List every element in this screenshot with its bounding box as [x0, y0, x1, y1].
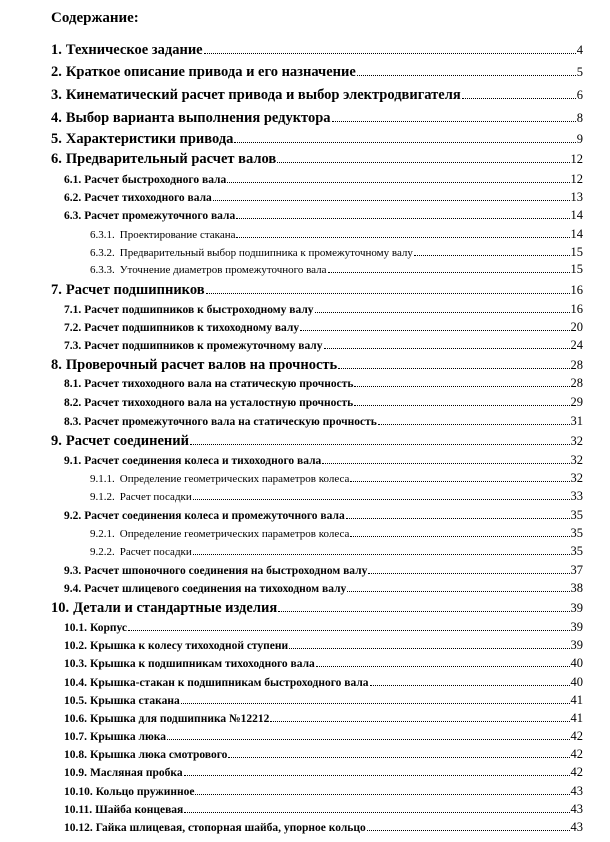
toc-entry-number: 7.3. — [64, 340, 82, 352]
toc-entry[interactable] — [64, 729, 583, 746]
toc-entry-label: Предварительный расчет валов — [65, 151, 277, 167]
toc-entry-label: Предварительный выбор подшипника к промежуточному валу — [119, 247, 413, 259]
toc-entry-label: Краткое описание привода и его назначение — [65, 64, 356, 80]
toc-entry[interactable] — [64, 620, 583, 637]
toc-entry-page: 5 — [576, 65, 583, 79]
toc-entry-page: 14 — [570, 227, 583, 241]
toc-entry[interactable] — [90, 245, 583, 262]
toc-entry-number: 10.11. — [64, 804, 93, 816]
toc-entry[interactable] — [64, 395, 583, 412]
toc-entry[interactable] — [90, 489, 583, 506]
toc-entry[interactable] — [64, 453, 583, 470]
toc-title: Содержание: — [51, 10, 139, 26]
toc-entry-page: 6 — [576, 88, 583, 102]
dot-leader — [324, 348, 570, 349]
toc-entry-page: 42 — [570, 747, 583, 761]
dot-leader — [236, 237, 569, 238]
dot-leader — [414, 255, 570, 256]
toc-entry-number: 6.1. — [64, 174, 82, 186]
toc-entry-label: Гайка шлицевая, стопорная шайба, упорное кольцо — [95, 822, 366, 834]
toc-entry-number: 4. — [51, 110, 62, 126]
toc-entry-number: 10.1. — [64, 622, 87, 634]
dot-leader — [278, 611, 569, 612]
toc-entry-page: 40 — [570, 675, 583, 689]
dot-leader — [190, 444, 570, 445]
toc-entry-label: Определение геометрических параметров колеса — [119, 473, 350, 485]
dot-leader — [167, 739, 570, 740]
toc-entry-label: Крышка люка — [90, 731, 166, 743]
toc-entry-number: 9.2.1. — [90, 528, 115, 540]
toc-entry-number: 2. — [51, 64, 62, 80]
toc-entry-label: Проверочный расчет валов на прочность — [65, 357, 338, 373]
toc-entry-number: 7.1. — [64, 304, 82, 316]
toc-entry-label: Корпус — [90, 622, 128, 634]
toc-entry-label: Расчет подшипников к быстроходному валу — [84, 304, 314, 316]
toc-entry-page: 33 — [570, 489, 583, 503]
toc-entry-number: 9.1. — [64, 455, 82, 467]
dot-leader — [181, 703, 570, 704]
toc-entry-label: Расчет соединения колеса и промежуточного вала — [84, 510, 345, 522]
toc-entry[interactable] — [64, 563, 583, 580]
toc-entry-label: Расчет подшипников к промежуточному валу — [84, 340, 323, 352]
dot-leader — [206, 293, 570, 294]
dot-leader — [193, 499, 570, 500]
toc-entry-number: 6.3.1. — [90, 229, 115, 241]
toc-entry-number: 10.10. — [64, 786, 93, 798]
toc-entry-page: 32 — [570, 434, 583, 448]
dot-leader — [354, 386, 569, 387]
toc-entry-label: Кинематический расчет привода и выбор электродвигателя — [65, 87, 461, 103]
toc-entry-page: 43 — [570, 784, 583, 798]
toc-entry-page: 40 — [570, 656, 583, 670]
toc-entry-label: Шайба концевая — [95, 804, 184, 816]
toc-entry[interactable] — [51, 64, 583, 84]
toc-entry-number: 5. — [51, 131, 62, 147]
toc-entry-number: 10. — [51, 600, 70, 616]
toc-entry-label: Определение геометрических параметров колеса — [119, 528, 350, 540]
dot-leader — [316, 666, 570, 667]
toc-entry-label: Крышка для подшипника №12212 — [90, 713, 270, 725]
toc-entry-label: Техническое задание — [65, 42, 203, 58]
toc-entry-number: 9.1.2. — [90, 491, 115, 503]
toc-entry-number: 10.4. — [64, 677, 87, 689]
toc-entry-number: 7.2. — [64, 322, 82, 334]
toc-entry-label: Характеристики привода — [65, 131, 234, 147]
dot-leader — [462, 98, 576, 99]
toc-entry-label: Масляная пробка — [90, 767, 183, 779]
toc-entry-label: Уточнение диаметров промежуточного вала — [119, 264, 327, 276]
dot-leader — [338, 368, 569, 369]
toc-entry-number: 10.3. — [64, 658, 87, 670]
dot-leader — [332, 121, 576, 122]
toc-entry[interactable] — [64, 320, 583, 337]
toc-entry-label: Кольцо пружинное — [95, 786, 195, 798]
toc-entry-label: Расчет промежуточного вала на статическую прочность — [84, 416, 377, 428]
toc-entry-page: 15 — [570, 262, 583, 276]
dot-leader — [378, 424, 570, 425]
dot-leader — [184, 775, 570, 776]
toc-entry[interactable] — [64, 376, 583, 393]
toc-entry[interactable] — [64, 508, 583, 525]
toc-entry-number: 8. — [51, 357, 62, 373]
toc-entry-page: 42 — [570, 729, 583, 743]
toc-entry[interactable] — [64, 656, 583, 673]
toc-entry[interactable] — [64, 784, 583, 801]
toc-entry-label: Проектирование стакана — [119, 229, 236, 241]
toc-entry[interactable] — [51, 87, 583, 107]
toc-entry-page: 39 — [570, 638, 583, 652]
toc-entry[interactable] — [90, 471, 583, 488]
dot-leader — [128, 630, 569, 631]
toc-entry-number: 9.4. — [64, 583, 82, 595]
toc-entry-label: Расчет соединения колеса и тихоходного вала — [84, 455, 322, 467]
dot-leader — [234, 142, 575, 143]
dot-leader — [328, 272, 570, 273]
toc-entry-page: 41 — [570, 693, 583, 707]
toc-entry[interactable] — [90, 544, 583, 561]
toc-entry-label: Крышка к подшипникам тихоходного вала — [90, 658, 315, 670]
toc-entry-number: 8.2. — [64, 397, 82, 409]
dot-leader — [184, 812, 569, 813]
toc-entry-page: 39 — [570, 620, 583, 634]
toc-entry-page: 28 — [570, 376, 583, 390]
toc-entry-number: 6. — [51, 151, 62, 167]
toc-entry[interactable] — [64, 338, 583, 355]
toc-entry-number: 9.2.2. — [90, 546, 115, 558]
toc-entry-label: Расчет посадки — [119, 546, 192, 558]
dot-leader — [347, 591, 569, 592]
toc-entry-page: 12 — [570, 172, 583, 186]
toc-entry-page: 35 — [570, 508, 583, 522]
dot-leader — [300, 330, 569, 331]
toc-entry-page: 16 — [570, 302, 583, 316]
toc-entry-number: 8.1. — [64, 378, 82, 390]
toc-entry-page: 16 — [570, 283, 583, 297]
toc-entry-page: 28 — [570, 358, 583, 372]
toc-entry-page: 13 — [570, 190, 583, 204]
toc-entry-label: Детали и стандартные изделия — [73, 600, 278, 616]
dot-leader — [213, 200, 570, 201]
toc-entry-number: 10.6. — [64, 713, 87, 725]
toc-entry[interactable] — [64, 190, 583, 207]
toc-entry-number: 9.1.1. — [90, 473, 115, 485]
toc-entry[interactable] — [64, 172, 583, 189]
toc-entry-number: 10.9. — [64, 767, 87, 779]
toc-entry[interactable] — [90, 262, 583, 279]
dot-leader — [370, 685, 570, 686]
toc-entry-number: 3. — [51, 87, 62, 103]
toc-entry[interactable] — [51, 600, 583, 620]
dot-leader — [346, 518, 570, 519]
toc-entry[interactable] — [51, 282, 583, 302]
toc-entry-number: 7. — [51, 282, 62, 298]
toc-entry-label: Расчет подшипников к тихоходному валу — [84, 322, 300, 334]
toc-entry-number: 8.3. — [64, 416, 82, 428]
toc-entry[interactable] — [64, 302, 583, 319]
toc-entry[interactable] — [90, 227, 583, 244]
toc-entry-label: Расчет промежуточного вала — [84, 210, 236, 222]
toc-entry-number: 10.2. — [64, 640, 87, 652]
toc-entry-page: 39 — [570, 601, 583, 615]
toc-entry-number: 6.2. — [64, 192, 82, 204]
toc-entry[interactable] — [64, 711, 583, 728]
dot-leader — [289, 648, 569, 649]
toc-entry[interactable] — [64, 414, 583, 431]
toc-entry-label: Расчет быстроходного вала — [84, 174, 227, 186]
toc-entry[interactable] — [51, 433, 583, 453]
toc-entry-page: 42 — [570, 765, 583, 779]
toc-entry-number: 1. — [51, 42, 62, 58]
toc-entry[interactable] — [64, 675, 583, 692]
toc-entry-label: Крышка стакана — [90, 695, 180, 707]
toc-entry-page: 20 — [570, 320, 583, 334]
toc-entry[interactable] — [64, 581, 583, 598]
dot-leader — [195, 794, 569, 795]
dot-leader — [354, 405, 569, 406]
toc-entry[interactable] — [51, 110, 583, 130]
toc-entry-page: 43 — [570, 820, 583, 834]
toc-entry[interactable] — [64, 208, 583, 225]
dot-leader — [350, 481, 569, 482]
dot-leader — [368, 573, 569, 574]
toc-entry-label: Расчет подшипников — [65, 282, 205, 298]
toc-entry-number: 9. — [51, 433, 62, 449]
toc-entry-page: 32 — [570, 471, 583, 485]
toc-entry-page: 14 — [570, 208, 583, 222]
toc-entry-label: Выбор варианта выполнения редуктора — [65, 110, 331, 126]
toc-entry[interactable] — [64, 765, 583, 782]
toc-entry-page: 37 — [570, 563, 583, 577]
toc-entry[interactable] — [51, 42, 583, 62]
toc-entry-page: 24 — [570, 338, 583, 352]
toc-entry-label: Крышка-стакан к подшипникам быстроходного вала — [90, 677, 369, 689]
toc-entry[interactable] — [51, 151, 583, 171]
toc-entry-label: Расчет соединений — [65, 433, 189, 449]
toc-entry-page: 29 — [570, 395, 583, 409]
toc-entry-page: 38 — [570, 581, 583, 595]
toc-entry-page: 43 — [570, 802, 583, 816]
toc-entry-page: 4 — [576, 43, 583, 57]
dot-leader — [367, 830, 570, 831]
toc-entry-label: Расчет шлицевого соединения на тихоходном валу — [84, 583, 347, 595]
toc-entry[interactable] — [64, 747, 583, 764]
dot-leader — [322, 463, 569, 464]
toc-entry-label: Крышка люка смотрового — [90, 749, 228, 761]
toc-entry-label: Крышка к колесу тихоходной ступени — [90, 640, 289, 652]
dot-leader — [204, 53, 576, 54]
toc-entry-label: Расчет тихоходного вала на статическую прочность — [84, 378, 354, 390]
toc-entry-page: 35 — [570, 526, 583, 540]
dot-leader — [270, 721, 569, 722]
toc-entry-page: 31 — [570, 414, 583, 428]
toc-entry-page: 8 — [576, 111, 583, 125]
toc-entry-label: Расчет тихоходного вала на усталостную прочность — [84, 397, 354, 409]
toc-entry[interactable] — [90, 526, 583, 543]
toc-entry[interactable] — [64, 638, 583, 655]
dot-leader — [236, 218, 569, 219]
toc-entry-label: Расчет посадки — [119, 491, 192, 503]
toc-entry-number: 6.3.3. — [90, 264, 115, 276]
toc-entry-page: 35 — [570, 544, 583, 558]
toc-entry-number: 6.3.2. — [90, 247, 115, 259]
dot-leader — [227, 182, 569, 183]
dot-leader — [228, 757, 569, 758]
toc-entry-page: 9 — [576, 132, 583, 146]
toc-entry-number: 10.7. — [64, 731, 87, 743]
toc-entry-number: 6.3. — [64, 210, 82, 222]
toc-entry-number: 9.2. — [64, 510, 82, 522]
toc-entry[interactable] — [64, 693, 583, 710]
toc-entry-page: 41 — [570, 711, 583, 725]
toc-entry-label: Расчет тихоходного вала — [84, 192, 212, 204]
toc-entry-number: 9.3. — [64, 565, 82, 577]
toc-entry-label: Расчет шпоночного соединения на быстроходном валу — [84, 565, 368, 577]
toc-entry[interactable] — [64, 820, 583, 837]
toc-entry[interactable] — [64, 802, 583, 819]
dot-leader — [350, 536, 569, 537]
toc-entry-page: 15 — [570, 245, 583, 259]
toc-entry-page: 12 — [570, 152, 583, 166]
dot-leader — [315, 312, 570, 313]
dot-leader — [277, 162, 569, 163]
toc-entry[interactable] — [51, 357, 583, 377]
toc-entry-page: 32 — [570, 453, 583, 467]
toc-entry-number: 10.5. — [64, 695, 87, 707]
dot-leader — [357, 75, 576, 76]
toc-entry-number: 10.8. — [64, 749, 87, 761]
toc-entry[interactable] — [51, 131, 583, 151]
toc-entry-number: 10.12. — [64, 822, 93, 834]
dot-leader — [193, 554, 570, 555]
